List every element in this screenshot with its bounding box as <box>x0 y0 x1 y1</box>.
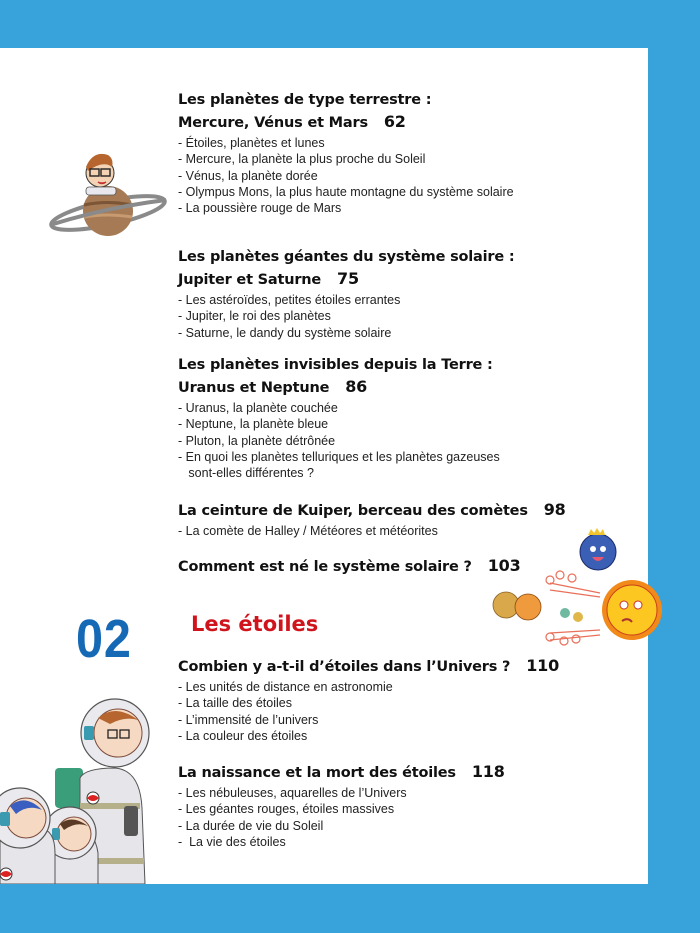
list-item: - Uranus, la planète couchée <box>178 401 338 415</box>
page-number: 86 <box>345 377 368 396</box>
list-item: - Olympus Mons, la plus haute montagne du système solaire <box>178 184 514 199</box>
list-item: - Mercure, la planète la plus proche du Soleil <box>178 152 426 167</box>
list-item: - Vénus, la planète dorée <box>178 168 318 183</box>
section-subtitle: Uranus et Neptune 86 <box>178 377 368 396</box>
page-number: 75 <box>337 269 359 288</box>
section-title: Combien y a-t-il d’étoiles dans l’Univers ? 110 <box>178 656 560 675</box>
toc-section-giants[interactable] <box>178 247 514 341</box>
list-item: - L’immensité de l’univers <box>178 712 319 727</box>
section-title: Les planètes géantes du système solaire : <box>178 249 515 265</box>
page-number: 62 <box>383 112 406 131</box>
section-subtitle: Mercure, Vénus et Mars 62 <box>178 112 406 131</box>
chapter-number: 02 <box>76 609 132 669</box>
list-item: - Les nébuleuses, aquarelles de l’Univers <box>178 786 407 800</box>
list-item: - La couleur des étoiles <box>178 728 308 743</box>
list-item: - Jupiter, le roi des planètes <box>178 309 331 324</box>
section-title: Comment est né le système solaire ? 103 <box>178 556 521 575</box>
toc-section-invisible[interactable] <box>178 355 500 481</box>
subsection-list <box>178 400 500 481</box>
toc-section-terrestrial[interactable] <box>178 90 514 216</box>
astronaut-kids-illustration <box>0 688 150 884</box>
chapter-title[interactable]: Les étoiles <box>191 612 319 636</box>
list-item: - La comète de Halley / Météores et météorites <box>178 524 438 538</box>
list-item: - Les géantes rouges, étoiles massives <box>178 802 395 817</box>
page-number: 110 <box>526 656 560 675</box>
list-item: - La poussière rouge de Mars <box>178 201 342 216</box>
page-number: 103 <box>487 556 521 575</box>
list-item: - La durée de vie du Soleil <box>178 818 324 833</box>
section-title: Les planètes de type terrestre : <box>178 92 432 108</box>
list-item: - Pluton, la planète détrônée <box>178 433 336 448</box>
subsection-list <box>178 135 514 216</box>
page-number: 98 <box>543 500 566 519</box>
subsection-list <box>178 785 505 850</box>
list-item: sont-elles différentes ? <box>178 466 314 481</box>
sun-blowing-planets-illustration <box>487 525 665 655</box>
list-item: - En quoi les planètes telluriques et les planètes gazeuses <box>178 449 500 464</box>
list-item: - Les astéroïdes, petites étoiles errantes <box>178 293 401 307</box>
subsection-list <box>178 292 514 341</box>
section-title: Les planètes invisibles depuis la Terre : <box>178 357 493 373</box>
list-item: - La vie des étoiles <box>178 834 286 849</box>
section-title: La ceinture de Kuiper, berceau des comètes 98 <box>178 500 566 519</box>
page-number: 118 <box>471 762 505 781</box>
toc-section-origin[interactable] <box>178 555 521 578</box>
list-item: - La taille des étoiles <box>178 696 292 711</box>
list-item: - Les unités de distance en astronomie <box>178 680 393 694</box>
toc-section-star-count[interactable] <box>178 655 559 744</box>
list-item: - Neptune, la planète bleue <box>178 417 329 432</box>
list-item: - Étoiles, planètes et lunes <box>178 136 325 150</box>
boy-on-saturn-illustration <box>48 145 168 240</box>
section-title: La naissance et la mort des étoiles 118 <box>178 762 505 781</box>
toc-section-star-life[interactable] <box>178 761 505 850</box>
section-subtitle: Jupiter et Saturne 75 <box>178 269 359 288</box>
subsection-list <box>178 679 559 744</box>
list-item: - Saturne, le dandy du système solaire <box>178 325 392 340</box>
